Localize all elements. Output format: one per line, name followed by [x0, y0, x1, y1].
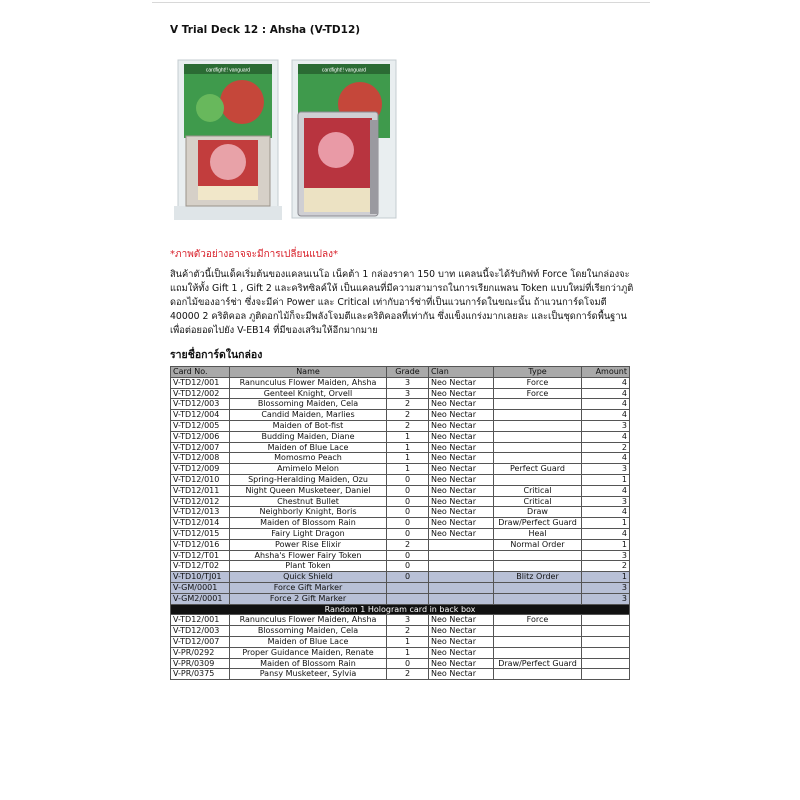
type-cell: [494, 626, 582, 637]
amount-cell: [582, 669, 630, 680]
image-change-notice: *ภาพตัวอย่างอาจจะมีการเปลี่ยนแปลง*: [170, 249, 339, 260]
name-cell: Genteel Knight, Orvell: [230, 388, 387, 399]
grade-cell: 0: [387, 550, 429, 561]
type-cell: [494, 593, 582, 604]
amount-cell: 4: [582, 431, 630, 442]
card-no-cell: V-GM2/0001: [171, 593, 230, 604]
name-cell: Momosmo Peach: [230, 453, 387, 464]
name-cell: Chestnut Bullet: [230, 496, 387, 507]
grade-cell: 2: [387, 410, 429, 421]
card-no-cell: V-TD12/002: [171, 388, 230, 399]
amount-cell: 3: [582, 464, 630, 475]
grade-cell: 2: [387, 626, 429, 637]
card-no-cell: V-TD12/001: [171, 615, 230, 626]
table-row: [171, 453, 630, 464]
bonus-table-row: [171, 636, 630, 647]
name-cell: Amimelo Melon: [230, 464, 387, 475]
grade-cell: 0: [387, 485, 429, 496]
clan-cell: Neo Nectar: [429, 658, 494, 669]
card-no-cell: V-TD12/011: [171, 485, 230, 496]
clan-cell: Clan: [429, 367, 494, 378]
grade-cell: 1: [387, 431, 429, 442]
grade-cell: 0: [387, 474, 429, 485]
type-cell: Draw/Perfect Guard: [494, 658, 582, 669]
type-cell: Force: [494, 388, 582, 399]
amount-cell: [582, 658, 630, 669]
table-row: [171, 474, 630, 485]
name-cell: Maiden of Blossom Rain: [230, 658, 387, 669]
amount-cell: 4: [582, 410, 630, 421]
amount-cell: [582, 626, 630, 637]
amount-cell: Amount: [582, 367, 630, 378]
type-cell: Blitz Order: [494, 572, 582, 583]
type-cell: [494, 420, 582, 431]
card-no-cell: V-TD10/TJ01: [171, 572, 230, 583]
type-cell: [494, 431, 582, 442]
grade-cell: 2: [387, 669, 429, 680]
card-no-cell: V-PR/0309: [171, 658, 230, 669]
type-cell: [494, 410, 582, 421]
table-row: [171, 399, 630, 410]
card-no-cell: V-TD12/013: [171, 507, 230, 518]
grade-cell: 1: [387, 464, 429, 475]
name-cell: Neighborly Knight, Boris: [230, 507, 387, 518]
amount-cell: 3: [582, 420, 630, 431]
grade-cell: 0: [387, 518, 429, 529]
name-cell: Maiden of Blue Lace: [230, 636, 387, 647]
table-row: [171, 518, 630, 529]
card-no-cell: V-TD12/T02: [171, 561, 230, 572]
name-cell: Blossoming Maiden, Cela: [230, 399, 387, 410]
clan-cell: Neo Nectar: [429, 442, 494, 453]
table-row: [171, 410, 630, 421]
amount-cell: 3: [582, 550, 630, 561]
table-row: [171, 496, 630, 507]
grade-cell: Grade: [387, 367, 429, 378]
table-row: [171, 528, 630, 539]
bonus-table-row: [171, 615, 630, 626]
clan-cell: Neo Nectar: [429, 528, 494, 539]
type-cell: Heal: [494, 528, 582, 539]
type-cell: [494, 582, 582, 593]
clan-cell: Neo Nectar: [429, 518, 494, 529]
product-description: สินค้าตัวนี้เป็นเด็คเริ่มต้นของแคลนเนโอ เน็คต้า 1 กล่องราคา 150 บาท แคลนนี้จะได้รับกิฟท์ Force โดยในกล่องจะแถมให้ทั้ง Gift 1 , Gift 2 และคริทซิลค์ให้ เป็นแคลนที่มีความสามารถในการเรียกแพลน Token แบบใหม่ที่เรียกว่าภูติดอกไม้ของอาร์ช่า ซึ่งจะมีค่า Power และ Critical เท่ากับอาร์ช่าที่เป็นแวนการ์ดในขณะนั้น ถ้าแวนการ์ดโจมตี 40000 2 คริติคอล ภูติดอกไม้ก็จะมีพลังโจมตีและคริติคอลที่เท่ากัน ซึ่งแข็งแกร่งมากเลยละ และเป็นชุดการ์ดพื้นฐานเพื่อต่อยอดไปยัง V-EB14 ที่มีของเสริมให้อีกมากมาย: [170, 269, 634, 336]
name-cell: Night Queen Musketeer, Daniel: [230, 485, 387, 496]
card-no-cell: V-TD12/005: [171, 420, 230, 431]
clan-cell: Neo Nectar: [429, 410, 494, 421]
type-cell: [494, 442, 582, 453]
clan-cell: [429, 582, 494, 593]
amount-cell: 2: [582, 561, 630, 572]
type-cell: Normal Order: [494, 539, 582, 550]
clan-cell: Neo Nectar: [429, 636, 494, 647]
type-cell: Force: [494, 615, 582, 626]
grade-cell: 2: [387, 399, 429, 410]
card-no-cell: V-TD12/012: [171, 496, 230, 507]
bonus-table-row: [171, 669, 630, 680]
table-row: [171, 507, 630, 518]
bonus-table-row: [171, 626, 630, 637]
clan-cell: Neo Nectar: [429, 377, 494, 388]
name-cell: Plant Token: [230, 561, 387, 572]
clan-cell: Neo Nectar: [429, 626, 494, 637]
amount-cell: 1: [582, 539, 630, 550]
name-cell: Force Gift Marker: [230, 582, 387, 593]
table-row: [171, 464, 630, 475]
package-brand-label: cardfight!! vanguard: [321, 67, 367, 74]
grade-cell: 1: [387, 647, 429, 658]
table-row: [171, 388, 630, 399]
type-cell: Type: [494, 367, 582, 378]
card-no-cell: V-PR/0292: [171, 647, 230, 658]
grade-cell: 3: [387, 388, 429, 399]
hologram-banner-row: [171, 604, 630, 615]
clan-cell: Neo Nectar: [429, 431, 494, 442]
type-cell: [494, 561, 582, 572]
name-cell: Name: [230, 367, 387, 378]
name-cell: Fairy Light Dragon: [230, 528, 387, 539]
amount-cell: 3: [582, 582, 630, 593]
bonus-table-row: [171, 647, 630, 658]
table-header-row: [171, 367, 630, 378]
type-cell: Draw/Perfect Guard: [494, 518, 582, 529]
table-row: [171, 485, 630, 496]
card-no-cell: V-TD12/006: [171, 431, 230, 442]
table-row: [171, 561, 630, 572]
grade-cell: 1: [387, 453, 429, 464]
card-no-cell: V-TD12/009: [171, 464, 230, 475]
card-no-cell: V-TD12/003: [171, 626, 230, 637]
hologram-banner: Random 1 Hologram card in back box: [171, 604, 630, 615]
grade-cell: 1: [387, 442, 429, 453]
type-cell: [494, 453, 582, 464]
name-cell: Maiden of Blue Lace: [230, 442, 387, 453]
name-cell: Maiden of Blossom Rain: [230, 518, 387, 529]
card-no-cell: V-TD12/T01: [171, 550, 230, 561]
type-cell: [494, 669, 582, 680]
clan-cell: Neo Nectar: [429, 474, 494, 485]
top-divider: [152, 2, 650, 3]
card-no-cell: V-PR/0375: [171, 669, 230, 680]
card-no-cell: Card No.: [171, 367, 230, 378]
amount-cell: 1: [582, 518, 630, 529]
trial-deck-package-with-cards: [286, 58, 494, 220]
grade-cell: 0: [387, 658, 429, 669]
amount-cell: 1: [582, 572, 630, 583]
card-no-cell: V-GM/0001: [171, 582, 230, 593]
type-cell: [494, 399, 582, 410]
grade-cell: 3: [387, 615, 429, 626]
clan-cell: Neo Nectar: [429, 615, 494, 626]
amount-cell: 3: [582, 496, 630, 507]
clan-cell: Neo Nectar: [429, 507, 494, 518]
amount-cell: [582, 615, 630, 626]
grade-cell: 0: [387, 561, 429, 572]
table-row: [171, 431, 630, 442]
type-cell: Critical: [494, 496, 582, 507]
name-cell: Candid Maiden, Marlies: [230, 410, 387, 421]
card-no-cell: V-TD12/003: [171, 399, 230, 410]
amount-cell: 4: [582, 399, 630, 410]
type-cell: Force: [494, 377, 582, 388]
amount-cell: 2: [582, 442, 630, 453]
card-no-cell: V-TD12/001: [171, 377, 230, 388]
name-cell: Blossoming Maiden, Cela: [230, 626, 387, 637]
clan-cell: Neo Nectar: [429, 464, 494, 475]
type-cell: Perfect Guard: [494, 464, 582, 475]
package-brand-label: cardfight!! vanguard: [205, 67, 251, 74]
grade-cell: 1: [387, 636, 429, 647]
amount-cell: 4: [582, 453, 630, 464]
amount-cell: 3: [582, 593, 630, 604]
grade-cell: 0: [387, 528, 429, 539]
clan-cell: Neo Nectar: [429, 669, 494, 680]
clan-cell: Neo Nectar: [429, 485, 494, 496]
grade-cell: 0: [387, 507, 429, 518]
grade-cell: 3: [387, 377, 429, 388]
name-cell: Budding Maiden, Diane: [230, 431, 387, 442]
clan-cell: [429, 539, 494, 550]
card-list-table: [170, 366, 630, 680]
name-cell: Pansy Musketeer, Sylvia: [230, 669, 387, 680]
table-row: [171, 420, 630, 431]
amount-cell: 4: [582, 507, 630, 518]
amount-cell: 4: [582, 388, 630, 399]
grade-cell: 0: [387, 572, 429, 583]
type-cell: [494, 474, 582, 485]
clan-cell: Neo Nectar: [429, 453, 494, 464]
clan-cell: Neo Nectar: [429, 399, 494, 410]
card-no-cell: V-TD12/014: [171, 518, 230, 529]
grade-cell: 2: [387, 420, 429, 431]
clan-cell: Neo Nectar: [429, 420, 494, 431]
page-title: V Trial Deck 12 : Ahsha (V-TD12): [170, 24, 361, 36]
clan-cell: [429, 593, 494, 604]
name-cell: Maiden of Bot-fist: [230, 420, 387, 431]
name-cell: Ranunculus Flower Maiden, Ahsha: [230, 377, 387, 388]
clan-cell: [429, 561, 494, 572]
table-row: [171, 377, 630, 388]
clan-cell: Neo Nectar: [429, 496, 494, 507]
card-no-cell: V-TD12/008: [171, 453, 230, 464]
card-list-title: รายชื่อการ์ดในกล่อง: [170, 349, 263, 361]
card-no-cell: V-TD12/004: [171, 410, 230, 421]
card-no-cell: V-TD12/007: [171, 442, 230, 453]
type-cell: Draw: [494, 507, 582, 518]
grade-cell: [387, 593, 429, 604]
clan-cell: Neo Nectar: [429, 647, 494, 658]
name-cell: Power Rise Elixir: [230, 539, 387, 550]
grade-cell: 0: [387, 496, 429, 507]
amount-cell: 4: [582, 485, 630, 496]
clan-cell: [429, 572, 494, 583]
type-cell: [494, 636, 582, 647]
type-cell: Critical: [494, 485, 582, 496]
clan-cell: Neo Nectar: [429, 388, 494, 399]
grade-cell: 2: [387, 539, 429, 550]
table-row: [171, 550, 630, 561]
card-no-cell: V-TD12/007: [171, 636, 230, 647]
amount-cell: 4: [582, 528, 630, 539]
name-cell: Ranunculus Flower Maiden, Ahsha: [230, 615, 387, 626]
card-no-cell: V-TD12/015: [171, 528, 230, 539]
amount-cell: 4: [582, 377, 630, 388]
card-no-cell: V-TD12/010: [171, 474, 230, 485]
type-cell: [494, 550, 582, 561]
amount-cell: [582, 636, 630, 647]
grade-cell: [387, 582, 429, 593]
name-cell: Proper Guidance Maiden, Renate: [230, 647, 387, 658]
amount-cell: 1: [582, 474, 630, 485]
name-cell: Quick Shield: [230, 572, 387, 583]
name-cell: Spring-Heralding Maiden, Ozu: [230, 474, 387, 485]
clan-cell: [429, 550, 494, 561]
bonus-table-row: [171, 658, 630, 669]
table-row: [171, 582, 630, 593]
name-cell: Force 2 Gift Marker: [230, 593, 387, 604]
table-row: [171, 539, 630, 550]
type-cell: [494, 647, 582, 658]
name-cell: Ahsha's Flower Fairy Token: [230, 550, 387, 561]
table-row: [171, 572, 630, 583]
card-no-cell: V-TD12/016: [171, 539, 230, 550]
table-row: [171, 442, 630, 453]
table-row: [171, 593, 630, 604]
amount-cell: [582, 647, 630, 658]
